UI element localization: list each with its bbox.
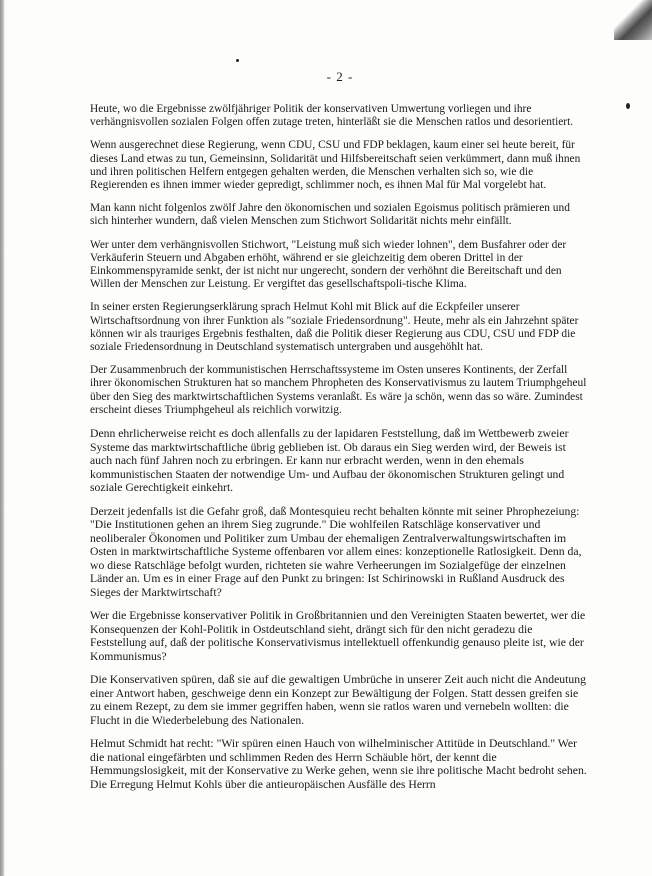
page-number: - 2 -	[326, 69, 354, 84]
paragraph: In seiner ersten Regierungserklärung sprach Helmut Kohl mit Blick auf die Eckpfeiler unserer Wirtschaftsordnung von ihrer Funktion als "soziale Friedensordnung". Heute, mehr als ein Jahrzehnt später können wir als trauriges Ergebnis festhalten, daß die Politik dieser Regierung aus CDU, CSU und FDP die soziale Friedensordnung in Deutschland systematisch untergraben und ausgehöhlt hat.	[90, 301, 579, 354]
paragraph: Der Zusammenbruch der kommunistischen Herrschaftssysteme im Osten unseres Kontinents, der Zerfall ihrer ökonomischen Strukturen hat so manchem Phropheten des Konservativismus zu lautem Triumphgeheul über den Sieg des marktwirtschaftlichen Systems veranlaßt. Es wäre ja schön, wenn das so wäre. Zumindest erscheint dieses Triumphgeheul als reichlich vorwitzig.	[90, 364, 587, 416]
paragraph: Denn ehrlicherweise reicht es doch allenfalls zu der lapidaren Feststellung, daß im Wettbewerb zweier Systeme das marktwirtschaftliche übrig geblieben ist. Ob daraus ein Sieg werden wird, der Beweis ist auch nach fünf Jahren noch zu erbringen. Er kann nur erbracht werden, wenn in den ehemals kommunistischen Staaten der notwendige Um- und Aufbau der ökonomischen Strukturen gelingt und soziale Gerechtigkeit einkehrt.	[90, 427, 569, 495]
paragraph: Die Konservativen spüren, daß sie auf die gewaltigen Umbrüche in unserer Zeit auch nicht die Andeutung einer Antwort haben, geschweige denn ein Konzept zur Bewältigung der Folgen. Statt dessen greifen sie zu einem Rezept, zu dem sie immer gegriffen haben, wenn sie ratlos waren und vernebeln wollten: die Flucht in die Wiederbelebung des Nationalen.	[90, 673, 586, 727]
scan-speck	[236, 59, 239, 62]
scan-shadow-edge	[0, 0, 5, 876]
scan-shadow-corner	[614, 0, 652, 40]
paragraph: Wenn ausgerechnet diese Regierung, wenn CDU, CSU und FDP beklagen, kaum einer sei heute bereit, für dieses Land etwas zu tun, Gemeinsinn, Solidarität und Hilfsbereitschaft seien verkümmert, dann muß ihnen und ihren politischen Helfern entgegen gehalten werden, die Menschen verhalten sich so, wie die Regierenden es ihnen immer wieder gepredigt, schlimmer noch, es ihnen Mal für Mal vorgelebt hat.	[90, 139, 581, 192]
body-text	[90, 103, 590, 801]
paragraph: Wer unter dem verhängnisvollen Stichwort, "Leistung muß sich wieder lohnen", dem Busfahrer oder der Verkäuferin Steuern und Abgaben erhöht, während er sie gleichzeitig dem oberen Drittel in der Einkommenspyramide senkt, der ist nicht nur ungerecht, sondern der verhöhnt die Bereitschaft und den Willen der Menschen zur Leistung. Er vergiftet das gesellschaftspoli-tische Klima.	[90, 238, 567, 291]
paragraph: Heute, wo die Ergebnisse zwölfjähriger Politik der konservativen Umwertung vorliegen und ihre verhängnisvollen sozialen Folgen offen zutage treten, hinterläßt sie die Menschen ratlos und desorientiert.	[90, 103, 574, 129]
paragraph: Derzeit jedenfalls ist die Gefahr groß, daß Montesquieu recht behalten könnte mit seiner Phrophezeiung: "Die Institutionen gehen an ihrem Sieg zugrunde." Die wohlfeilen Ratschläge konservativer und neoliberaler Ökonomen und Politiker zum Umbau der ehemaligen Zentralverwaltungswirtschaften im Osten in marktwirtschaftliche Systeme offenbaren vor allem eines: konzeptionelle Ratlosigkeit. Denn da, wo diese Ratschläge befolgt wurden, richteten sie wahre Verheerungen im Sozialgefüge der einzelnen Länder an. Um es in einer Frage auf den Punkt zu bringen: Ist Schirinowski in Rußland Ausdruck des Sieges der Marktwirtschaft?	[90, 504, 582, 599]
paragraph: Helmut Schmidt hat recht: "Wir spüren einen Hauch von wilhelminischer Attitüde in Deutschland." Wer die national eingefärbten und schlimmen Reden des Herrn Schäuble hört, der kennt die Hemmungslosigkeit, mit der Konservative zu Werke gehen, wenn sie ihre politische Macht bedroht sehen. Die Erregung Helmut Kohls über die antieuropäischen Ausfälle des Herrn	[90, 737, 587, 791]
paragraph: Man kann nicht folgenlos zwölf Jahre den ökonomischen und sozialen Egoismus politisch prämieren und sich hinterher wundern, daß vielen Menschen zum Stichwort Solidarität nichts mehr einfällt.	[90, 202, 570, 228]
scan-speck	[626, 103, 630, 109]
paragraph: Wer die Ergebnisse konservativer Politik in Großbritannien und den Vereinigten Staaten bewertet, wer die Konsequenzen der Kohl-Politik in Ostdeutschland sieht, drängt sich für den nicht geradezu die Feststellung auf, daß der politische Konservativismus intellektuell offenkundig genauso pleite ist, wie der Kommunismus?	[90, 609, 586, 663]
